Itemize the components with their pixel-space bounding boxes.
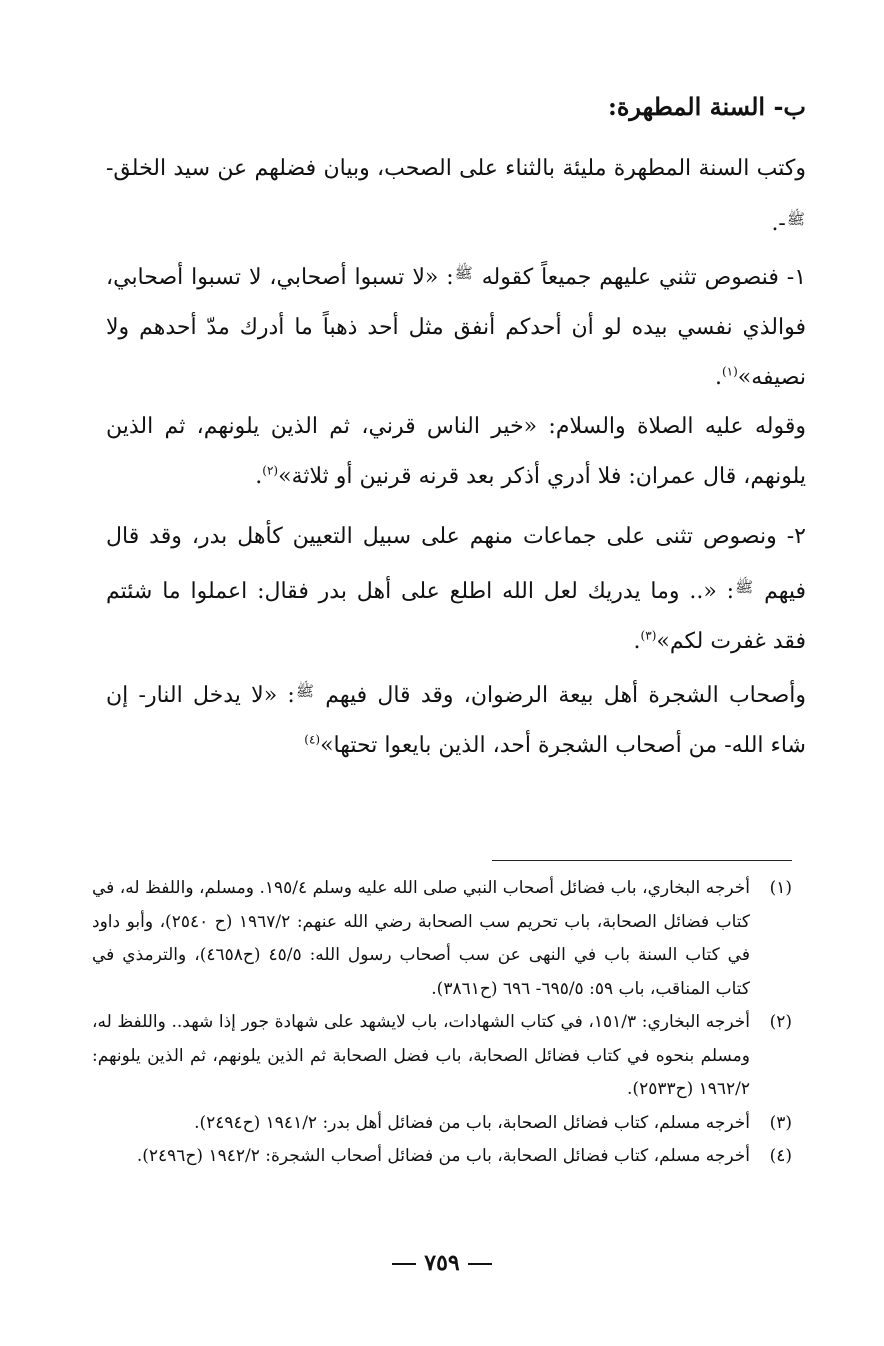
- salutation-glyph: ﷺ: [295, 682, 314, 700]
- footnote-number: (٢): [769, 1012, 792, 1032]
- salutation-glyph: ﷺ: [786, 210, 805, 228]
- paragraph-4-quote: : «لا يدخل النار- إن شاء الله- من أصحاب الشجرة أحد، الذين بايعوا تحتها»: [106, 683, 806, 758]
- page-number-value: ٧٥٩: [424, 1250, 460, 1276]
- footnotes-list: [92, 872, 792, 1174]
- paragraph-3-end: .: [633, 629, 641, 654]
- section-heading: ب- السنة المطهرة:: [607, 92, 806, 121]
- salutation-glyph: ﷺ: [454, 264, 473, 282]
- page-number-dash: [392, 1263, 416, 1265]
- footnote-number: (١): [769, 878, 792, 898]
- paragraph-1-end: .: [714, 365, 722, 390]
- intro-tail: -.: [771, 211, 786, 236]
- paragraph-2-end: .: [255, 464, 263, 489]
- footnote-number: (٤): [769, 1146, 792, 1166]
- footnote-number: (٣): [769, 1112, 792, 1133]
- footnote-ref-3[interactable]: (٣): [640, 628, 657, 643]
- intro-paragraph: [106, 144, 806, 249]
- footnote-ref-1[interactable]: (١): [721, 364, 738, 379]
- paragraph-4-lead: وأصحاب الشجرة أهل بيعة الرضوان، وقد قال فيهم: [325, 683, 806, 708]
- footnote-separator: [492, 860, 792, 861]
- footnote-text: أخرجه البخاري، باب فضائل أصحاب النبي صلى الله عليه وسلم ١٩٥/٤. ومسلم، واللفظ له، في كتاب فضائل الصحابة، باب تحريم سب الصحابة رضي الله عنهم: ١٩٦٧/٢ (ح ٢٥٤٠)، وأبو داود في كتاب السنة باب في النهى عن سب أصحاب رسول الله: ٤٥/٥ (ح٤٦٥٨)، والترمذي في كتاب المناقب، باب ٥٩: ٦٩٥/٥- ٦٩٦ (ح٣٨٦١).: [92, 878, 751, 999]
- intro-text: وكتب السنة المطهرة مليئة بالثناء على الصحب، وبيان فضلهم عن سيد الخلق-: [106, 156, 806, 181]
- footnote-text: أخرجه مسلم، كتاب فضائل الصحابة، باب من فضائل أصحاب الشجرة: ١٩٤٢/٢ (ح٢٤٩٦).: [136, 1146, 750, 1166]
- footnote-item: [92, 1006, 792, 1107]
- footnote-text: أخرجه مسلم، كتاب فضائل الصحابة، باب من فضائل أهل بدر: ١٩٤١/٢ (ح٢٤٩٤).: [194, 1112, 750, 1133]
- paragraph-3-lead: ٢- ونصوص تثنى على جماعات منهم على سبيل التعيين كأهل بدر، وقد قال فيهم: [106, 524, 806, 604]
- footnote-item: [92, 1140, 792, 1174]
- footnote-ref-2[interactable]: (٢): [262, 463, 279, 478]
- page-number-dash: [468, 1263, 492, 1265]
- hadith-paragraph-1: [106, 248, 806, 403]
- footnote-ref-4[interactable]: (٤): [304, 732, 321, 747]
- paragraph-3-quote: : «.. وما يدريك لعل الله اطلع على أهل بدر فقال: اعملوا ما شئتم فقد غفرت لكم»: [106, 579, 806, 654]
- footnote-item: [92, 872, 792, 1006]
- hadith-paragraph-3: [106, 512, 806, 667]
- hadith-paragraph-2: [106, 402, 806, 502]
- page-number: [0, 1250, 884, 1276]
- footnote-item: [92, 1107, 792, 1141]
- paragraph-1-quote: : «لا تسبوا أصحابي، لا تسبوا أصحابي، فوالذي نفسي بيده لو أن أحدكم أنفق مثل أحد ذهباً ما أدرك مدّ أحدهم ولا نصيفه»: [106, 265, 806, 390]
- paragraph-1-lead: ١- فنصوص تثني عليهم جميعاً كقوله: [481, 265, 807, 290]
- hadith-paragraph-4: [106, 666, 806, 771]
- salutation-glyph: ﷺ: [735, 578, 754, 596]
- footnote-text: أخرجه البخاري: ١٥١/٣، في كتاب الشهادات، باب لايشهد على شهادة جور إذا شهد.. واللفظ له، ومسلم بنحوه في كتاب فضائل الصحابة، باب فضل الصحابة ثم الذين يلونهم، ثم الذين يلونهم: ١٩٦٢/٢ (ح٢٥٣٣).: [92, 1012, 750, 1099]
- paragraph-2-text: وقوله عليه الصلاة والسلام: «خير الناس قرني، ثم الذين يلونهم، ثم الذين يلونهم، قال عمران: فلا أدري أذكر بعد قرنه قرنين أو ثلاثة»: [106, 414, 806, 489]
